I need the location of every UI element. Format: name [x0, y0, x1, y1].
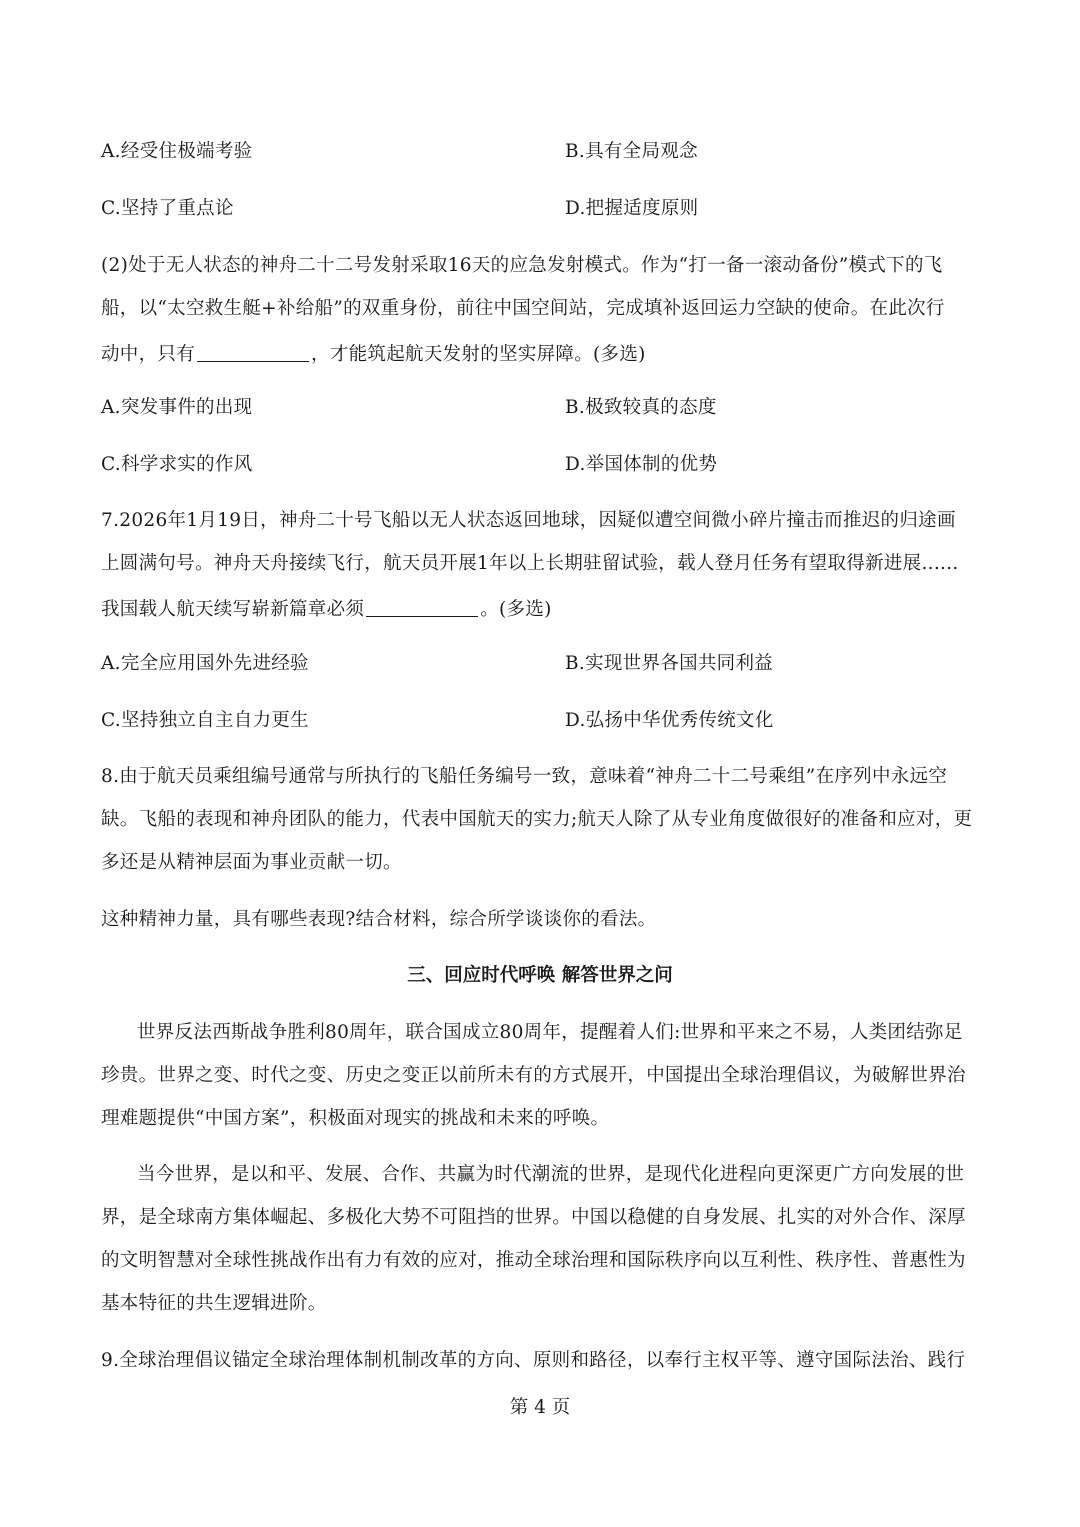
paragraph-line: 当今世界，是以和平、发展、合作、共赢为时代潮流的世界，是现代化进程向更深更广方向发展的世	[137, 1164, 965, 1185]
question-prompt: 这种精神力量，具有哪些表现?结合材料，综合所学谈谈你的看法。	[101, 909, 657, 930]
option-b: B.极致较真的态度	[565, 397, 717, 418]
option-d: D.举国体制的优势	[565, 454, 718, 475]
paragraph-line: 理难题提供“中国方案”，积极面对现实的挑战和未来的呼唤。	[101, 1108, 610, 1129]
option-c: C.坚持独立自主自力更生	[101, 710, 309, 731]
answer-blank[interactable]	[366, 598, 478, 617]
question-text-line: (2)处于无人状态的神舟二十二号发射采取16天的应急发射模式。作为“打一备一滚动备份”模式下的飞	[101, 255, 943, 276]
option-d: D.把握适度原则	[565, 198, 699, 219]
paragraph-line: 基本特征的共生逻辑进阶。	[101, 1293, 327, 1314]
question-text-line: 9.全球治理倡议锚定全球治理体制机制改革的方向、原则和路径，以奉行主权平等、遵守国际法治、践行	[101, 1350, 966, 1371]
text-segment: ，才能筑起航天发射的坚实屏障。(多选)	[311, 344, 646, 365]
text-segment: 我国载人航天续写崭新篇章必须	[101, 599, 365, 620]
option-c: C.科学求实的作风	[101, 454, 253, 475]
option-b: B.具有全局观念	[565, 141, 698, 162]
paragraph-line: 的文明智慧对全球性挑战作出有力有效的应对，推动全球治理和国际秩序向以互利性、秩序性、普惠性为	[101, 1250, 966, 1271]
paragraph-line: 珍贵。世界之变、时代之变、历史之变正以前所未有的方式展开，中国提出全球治理倡议，为破解世界治	[101, 1065, 966, 1086]
page-number: 第 4 页	[509, 1397, 571, 1418]
option-c: C.坚持了重点论	[101, 198, 234, 219]
option-d: D.弘扬中华优秀传统文化	[565, 710, 774, 731]
section-heading: 三、回应时代呼唤 解答世界之问	[407, 965, 673, 986]
question-text-line: 多还是从精神层面为事业贡献一切。	[101, 852, 402, 873]
option-a: A.完全应用国外先进经验	[101, 653, 309, 674]
question-text-line	[101, 343, 646, 365]
question-text-line: 7.2026年1月19日，神舟二十号飞船以无人状态返回地球，因疑似遭空间微小碎片撞击而推迟的归途画	[101, 510, 956, 531]
text-segment: 动中，只有	[101, 344, 196, 365]
option-a: A.经受住极端考验	[101, 141, 253, 162]
answer-blank[interactable]	[197, 343, 309, 362]
option-b: B.实现世界各国共同利益	[565, 653, 774, 674]
question-text-line	[101, 598, 552, 620]
option-a: A.突发事件的出现	[101, 397, 253, 418]
question-text-line: 8.由于航天员乘组编号通常与所执行的飞船任务编号一致，意味着“神舟二十二号乘组”在序列中永远空	[101, 766, 948, 787]
text-segment: 。(多选)	[480, 599, 552, 620]
paragraph-line: 世界反法西斯战争胜利80周年，联合国成立80周年，提醒着人们:世界和平来之不易，人类团结弥足	[137, 1022, 963, 1043]
question-text-line: 上圆满句号。神舟天舟接续飞行，航天员开展1年以上长期驻留试验，载人登月任务有望取得新进展......	[101, 553, 959, 574]
question-text-line: 船，以“太空救生艇+补给船”的双重身份，前往中国空间站，完成填补返回运力空缺的使命。在此次行	[101, 298, 945, 319]
question-text-line: 缺。飞船的表现和神舟团队的能力，代表中国航天的实力;航天人除了从专业角度做很好的准备和应对，更	[101, 809, 973, 830]
paragraph-line: 界，是全球南方集体崛起、多极化大势不可阻挡的世界。中国以稳健的自身发展、扎实的对外合作、深厚	[101, 1207, 966, 1228]
